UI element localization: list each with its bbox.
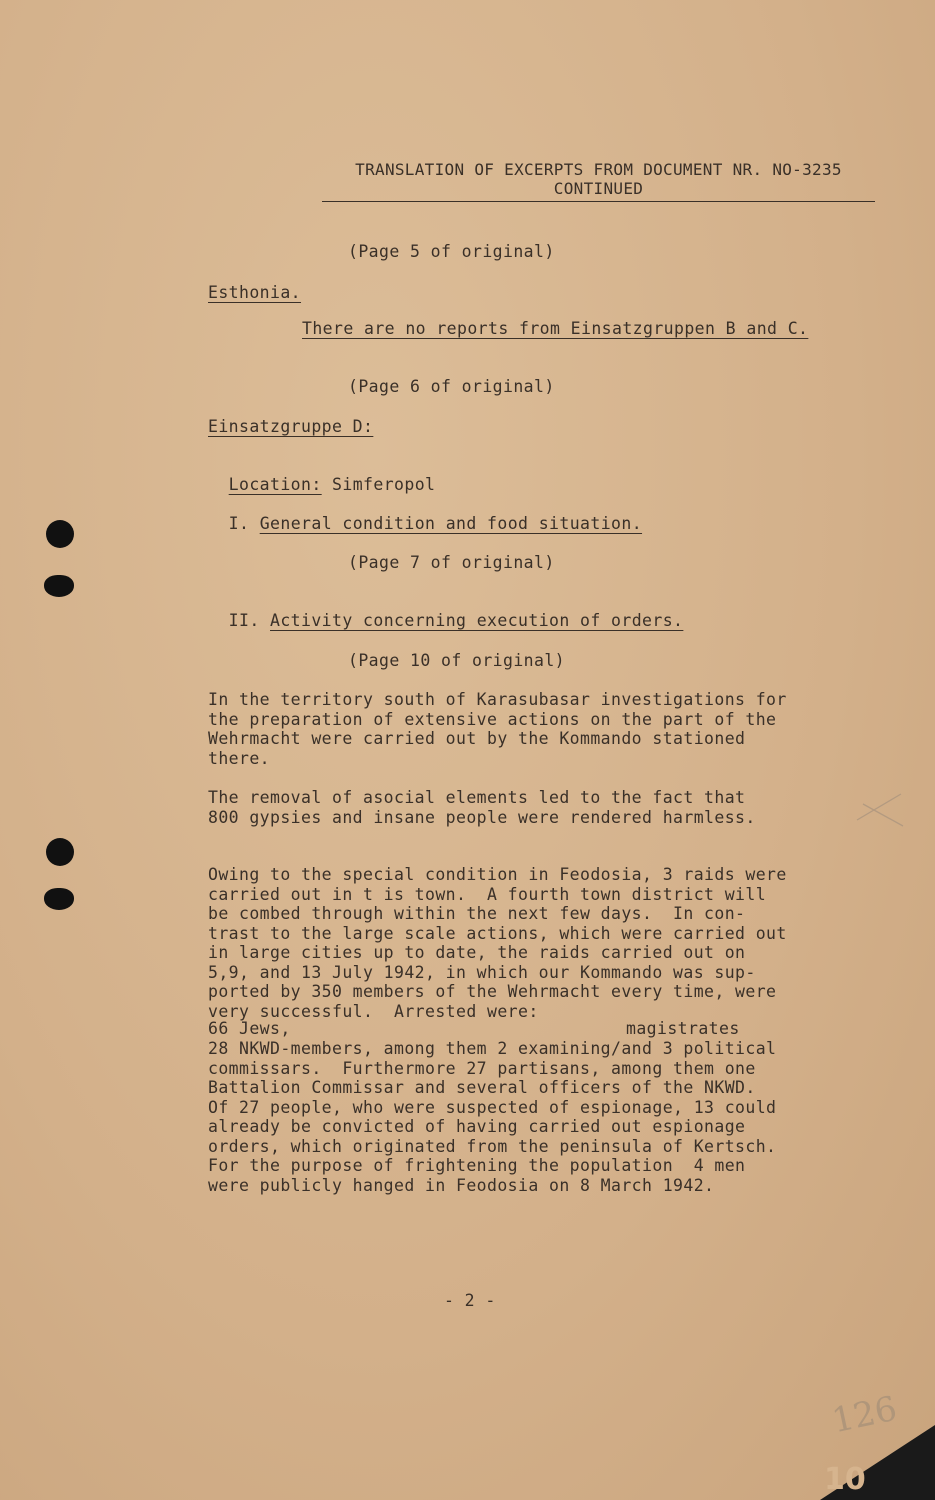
punch-hole-bottom-2 <box>44 888 74 910</box>
header-continued: CONTINUED <box>553 179 644 198</box>
punch-hole-top-1 <box>46 520 74 548</box>
item-1-text: General condition and food situation. <box>259 514 643 533</box>
punch-hole-top-2 <box>44 575 74 597</box>
punch-hole-bottom-1 <box>46 838 74 866</box>
header-rule <box>322 201 875 202</box>
handwritten-page-number: 126 <box>828 1388 901 1442</box>
item-1-number: I. <box>228 514 260 533</box>
location-line <box>208 456 435 494</box>
location-value: Simferopol <box>321 475 436 494</box>
page-6-marker: (Page 6 of original) <box>348 377 555 396</box>
item-2-number: II. <box>228 611 271 630</box>
arrested-jews: 66 Jews, <box>208 1019 291 1038</box>
item-2 <box>208 592 683 630</box>
paragraph-feodosia: Owing to the special condition in Feodosia, 3 raids were carried out in t is town. A fourth town district will be combed through within the next few days. In con- trast to the large scale actions, which were carried out in large cities up to date, the raids carried out on 5,9, and 13 July 1942, in which our Kommando was sup- ported by 350 members of the Wehrmacht every time, were very successful. Arrested were: <box>208 865 787 1021</box>
paragraph-feodosia-continued: 28 NKWD-members, among them 2 examining/and 3 political commissars. Furthermore 27 partisans, among them one Battalion Commissar and several officers of the NKWD. Of 27 people, who were suspected of espionage, 13 could already be convicted of having carried out espionage orders, which originated from the peninsula of Kertsch. For the purpose of frightening the population 4 men were publicly hanged in Feodosia on 8 March 1942. <box>208 1039 777 1195</box>
paragraph-karasubasar: In the territory south of Karasubasar investigations for the preparation of extensive actions on the part of the Wehrmacht were carried out by the Kommando stationed there. <box>208 690 787 768</box>
item-1 <box>208 495 642 533</box>
item-2-text: Activity concerning execution of orders. <box>270 611 684 630</box>
page-10-marker: (Page 10 of original) <box>348 651 566 670</box>
document-header <box>322 160 875 198</box>
margin-pencil-mark <box>855 790 905 830</box>
page-5-marker: (Page 5 of original) <box>348 242 555 261</box>
page-number: - 2 - <box>444 1291 496 1310</box>
esthonia-heading: Esthonia. <box>208 283 302 302</box>
header-title: TRANSLATION OF EXCERPTS FROM DOCUMENT NR. NO-3235 <box>355 160 842 179</box>
no-reports-line: There are no reports from Einsatzgruppen B and C. <box>302 319 809 338</box>
corner-stamp-number: 10 <box>824 1462 866 1497</box>
location-label: Location: <box>228 475 322 494</box>
einsatzgruppe-d-heading: Einsatzgruppe D: <box>208 417 374 436</box>
paragraph-asocial: The removal of asocial elements led to the fact that 800 gypsies and insane people were rendered harmless. <box>208 788 756 827</box>
arrested-magistrates: magistrates <box>626 1019 740 1038</box>
page-7-marker: (Page 7 of original) <box>348 553 555 572</box>
